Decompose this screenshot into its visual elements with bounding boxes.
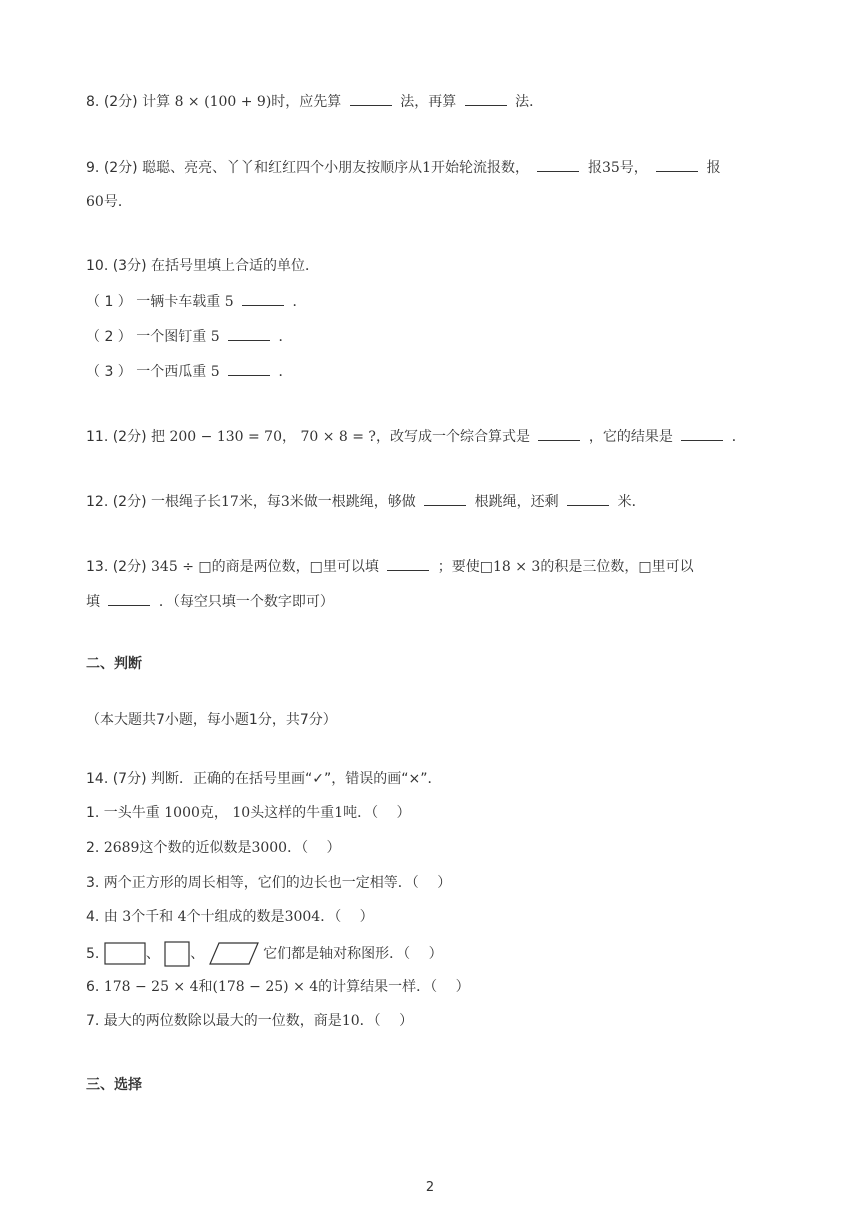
item-text: 5. <box>86 946 100 962</box>
answer-blank[interactable] <box>350 91 392 106</box>
question-text: 根跳绳，还剩 <box>474 494 559 510</box>
question-text: 时，应先算 <box>271 94 342 110</box>
number: 2689 <box>103 840 140 856</box>
question-text: 填 <box>86 594 100 610</box>
item-text: ．（ ） <box>320 909 374 925</box>
math-expression: (178 − 25) × 4 <box>212 979 319 995</box>
question-text: 的商是两位数，□里可以填 <box>211 559 379 575</box>
number: 1000 <box>164 805 200 821</box>
punctuation: ． <box>278 364 293 380</box>
question-number: 14. <box>86 771 109 787</box>
sub-item-label: （ 2 ） <box>86 329 132 345</box>
number: 3 <box>280 494 290 510</box>
answer-blank[interactable] <box>681 426 723 441</box>
number: 5 <box>224 294 234 310</box>
answer-blank[interactable] <box>538 426 580 441</box>
question-text: 在括号里填上合适的单位． <box>151 258 320 274</box>
sub-item-text: 一个图钉重 <box>136 329 207 345</box>
sub-item-3 <box>86 361 293 382</box>
question-text: 米． <box>617 494 646 510</box>
item-text: 头这样的牛重 <box>250 805 335 821</box>
sub-item-text: 一个西瓜重 <box>136 364 207 380</box>
question-11 <box>86 426 746 447</box>
sub-item-label: （ 1 ） <box>86 294 132 310</box>
answer-blank[interactable] <box>537 157 579 172</box>
question-text: 米做一根跳绳，够做 <box>289 494 416 510</box>
item-text: 克， <box>199 805 228 821</box>
item-text: ．（ ） <box>287 840 341 856</box>
number: 3000 <box>251 840 288 856</box>
judgement-item-7 <box>86 1011 413 1031</box>
question-9 <box>86 157 721 178</box>
answer-blank[interactable] <box>228 326 270 341</box>
math-expression: 8 × (100 + 9) <box>174 94 272 110</box>
item-text: 它们都是轴对称图形．（ ） <box>263 946 443 962</box>
item-text: 吨．（ ） <box>343 805 411 821</box>
answer-blank[interactable] <box>228 361 270 376</box>
answer-blank[interactable] <box>567 491 609 506</box>
question-text: 报 <box>706 160 721 176</box>
question-number: 9. <box>86 160 100 176</box>
number: 17 <box>221 494 239 510</box>
item-text: 这个数的近似数是 <box>139 840 252 856</box>
question-score: (3分) <box>112 258 147 274</box>
question-text: 计算 <box>142 94 171 110</box>
judgement-item-5 <box>86 941 443 967</box>
math-expression: 200 − 130 = 70， <box>169 429 296 445</box>
question-text: 米，每 <box>238 494 281 510</box>
item-text: ．（ ） <box>359 1013 414 1029</box>
judgement-item-1 <box>86 803 411 823</box>
question-text: 聪聪、亮亮、丫丫和红红四个小朋友按顺序从 <box>142 160 423 176</box>
judgement-item-4 <box>86 907 374 927</box>
item-text: 个十组成的数是 <box>186 909 285 925</box>
question-13-continued <box>86 591 334 612</box>
question-score: (2分) <box>112 429 147 445</box>
judgement-item-6 <box>86 977 470 997</box>
parallelogram-shape-icon <box>209 942 259 966</box>
item-text: 2. <box>86 840 100 856</box>
punctuation: ． <box>292 294 307 310</box>
number: 3 <box>122 909 132 925</box>
question-text: 法，再算 <box>400 94 457 110</box>
judgement-item-3 <box>86 873 451 893</box>
item-text: 4. 由 <box>86 909 118 925</box>
question-score: (2分) <box>103 94 138 110</box>
question-text: ，它的结果是 <box>588 429 673 445</box>
question-14 <box>86 769 442 789</box>
sub-item-2 <box>86 326 293 347</box>
question-text: 报 <box>587 160 602 176</box>
section-heading: 二、判断 <box>86 656 142 672</box>
question-text: 号． <box>103 194 132 210</box>
question-number: 8. <box>86 94 100 110</box>
answer-blank[interactable] <box>656 157 698 172</box>
item-text: 6. <box>86 979 100 995</box>
item-text: 的计算结果一样．（ ） <box>318 979 470 995</box>
number: 3004 <box>284 909 321 925</box>
number: 1 <box>422 160 432 176</box>
question-text: 开始轮流报数， <box>431 160 530 176</box>
question-score: (2分) <box>112 494 147 510</box>
question-text: 一根绳子长 <box>151 494 222 510</box>
section-heading: 三、选择 <box>86 1077 142 1093</box>
question-text: 判断．正确的在括号里画“✓”，错误的画“×”． <box>151 771 442 787</box>
separator: 、 <box>190 946 205 962</box>
item-text: 7. 最大的两位数除以最大的一位数，商是 <box>86 1013 342 1029</box>
answer-blank[interactable] <box>424 491 466 506</box>
number: 4 <box>177 909 187 925</box>
answer-blank[interactable] <box>465 91 507 106</box>
question-number: 11. <box>86 429 109 445</box>
item-text: 个千和 <box>131 909 174 925</box>
answer-blank[interactable] <box>108 591 150 606</box>
number: 60 <box>86 194 104 210</box>
question-number: 10. <box>86 258 109 274</box>
question-text: 的积是三位数，□里可以 <box>540 559 694 575</box>
separator: 、 <box>145 946 160 962</box>
question-13 <box>86 556 694 577</box>
math-expression: 178 − 25 × 4 <box>103 979 199 995</box>
judgement-item-2 <box>86 838 341 858</box>
question-9-continued <box>86 192 132 212</box>
punctuation: ． <box>278 329 293 345</box>
answer-blank[interactable] <box>387 556 429 571</box>
question-number: 13. <box>86 559 109 575</box>
item-text: 3. 两个正方形的周长相等，它们的边长也一定相等．（ ） <box>86 875 452 891</box>
section-note: （本大题共7小题，每小题1分，共7分） <box>86 712 337 728</box>
number: 35 <box>601 160 620 176</box>
number: 10 <box>341 1013 360 1029</box>
page-number: 2 <box>425 1180 435 1195</box>
item-text: 和 <box>198 979 213 995</box>
question-text: ，改写成一个综合算式是 <box>375 429 530 445</box>
sub-item-label: （ 3 ） <box>86 364 132 380</box>
number: 5 <box>210 329 220 345</box>
question-score: (7分) <box>112 771 147 787</box>
question-8 <box>86 91 543 112</box>
number: 1 <box>334 805 344 821</box>
math-expression: 345 ÷ □ <box>151 559 212 575</box>
number: 10 <box>232 805 251 821</box>
sub-item-text: 一辆卡车载重 <box>136 294 221 310</box>
number: 5 <box>210 364 220 380</box>
question-12 <box>86 491 646 512</box>
rectangle-shape-icon <box>104 942 146 966</box>
punctuation: ． <box>731 429 746 445</box>
math-expression: □18 × 3 <box>479 559 541 575</box>
question-score: (2分) <box>112 559 147 575</box>
question-text: 号， <box>619 160 648 176</box>
square-shape-icon <box>164 941 190 967</box>
answer-blank[interactable] <box>242 291 284 306</box>
sub-item-1 <box>86 291 307 312</box>
question-text: 法． <box>515 94 544 110</box>
math-expression: 70 × 8 = ? <box>300 429 376 445</box>
question-text: ；要使 <box>437 559 480 575</box>
question-score: (2分) <box>103 160 138 176</box>
question-number: 12. <box>86 494 109 510</box>
question-10 <box>86 256 319 276</box>
question-text: 把 <box>151 429 166 445</box>
question-text: ．（每空只填一个数字即可） <box>158 594 334 610</box>
item-text: 1. 一头牛重 <box>86 805 160 821</box>
